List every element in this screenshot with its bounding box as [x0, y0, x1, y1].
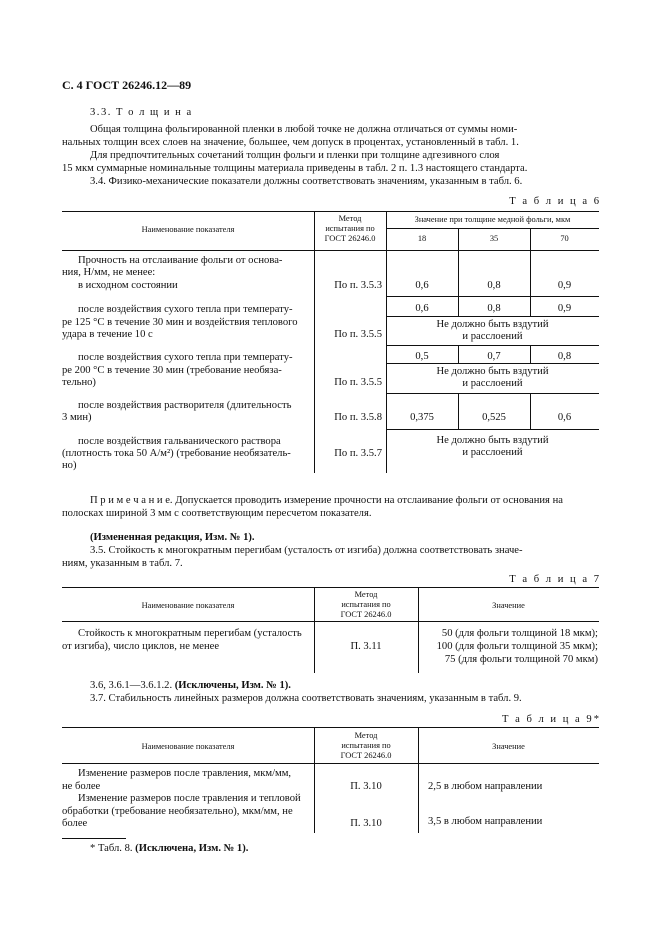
footnote-bold: (Исключена, Изм. № 1).: [135, 843, 249, 854]
table6-top-rule: [62, 211, 599, 212]
table6-sub-rule: [386, 228, 599, 229]
t6-r5-l2: (плотность тока 50 А/м²) (требование необязатель-: [62, 448, 291, 459]
t9-r2-method: П. 3.10: [350, 818, 382, 829]
note-line-1: П р и м е ч а н и е. Допускается проводить измерение прочности на отслаивание фольги от основания на: [90, 495, 563, 506]
t6-r3-l1: после воздействия сухого тепла при температу-: [78, 352, 293, 363]
t6-r5-note2: и расслоений: [462, 447, 523, 458]
footnote-rule: [62, 838, 126, 839]
table7-col-method-3: ГОСТ 26246.0: [340, 610, 392, 619]
t6-r3-note1: Не должно быть вздутий: [436, 366, 549, 377]
t6-r2-bottom: [386, 345, 599, 346]
t6-r4-vline-a: [458, 393, 459, 429]
t6-r1-v18: 0,6: [415, 280, 429, 291]
t6-r3-v35: 0,7: [487, 351, 501, 362]
t9-r2-l1: Изменение размеров после травления и тепловой: [78, 793, 301, 804]
t6-r2-l1: после воздействия сухого тепла при температу-: [78, 304, 293, 315]
table6-col-method-1: Метод: [338, 214, 362, 223]
t6-r4-vline-b: [530, 393, 531, 429]
t6-r1-l2: ния, Н/мм, не менее:: [62, 267, 156, 278]
footnote-prefix: * Табл. 8.: [90, 843, 133, 854]
t9-r1-l1: Изменение размеров после травления, мкм/мм,: [78, 768, 292, 779]
t6-r4-v35: 0,525: [482, 412, 506, 423]
table9-col-method-2: испытания по: [341, 741, 391, 750]
t6-r3-mid: [386, 363, 599, 364]
t6-r1-v35: 0,8: [487, 280, 501, 291]
t6-r2-note1: Не должно быть вздутий: [436, 319, 549, 330]
t6-r3-l2: ре 200 °С в течение 30 мин (требование необяза-: [62, 365, 282, 376]
t9-r2-l3: более: [62, 818, 88, 829]
table6-head-rule: [62, 250, 599, 251]
t6-r1-l3: в исходном состоянии: [78, 280, 178, 291]
t6-r2-v18: 0,6: [415, 303, 429, 314]
table6-col-method-2: испытания по: [325, 224, 375, 233]
t6-r3-vline-a: [458, 345, 459, 363]
table6-sub-35: 35: [489, 234, 499, 243]
table6-sub-70: 70: [560, 234, 569, 243]
para-2-line-1: Для предпочтительных сочетаний толщин фольги и пленки при толщине адгезивного слоя: [90, 150, 500, 161]
t6-r1-method: По п. 3.5.3: [334, 280, 382, 291]
page-header: С. 4 ГОСТ 26246.12—89: [62, 78, 192, 92]
section-3-5-line-2: ниям, указанным в табл. 7.: [62, 558, 183, 569]
table9-top-rule: [62, 727, 599, 728]
table9-col-method-3: ГОСТ 26246.0: [340, 751, 392, 760]
table7-col-method-1: Метод: [354, 590, 378, 599]
t9-r1-value: 2,5 в любом направлении: [428, 781, 543, 792]
t9-r2-l2: обработки (требование необязательно), мкм/мм, не: [62, 806, 293, 817]
t7-r1-value-3: 75 (для фольги толщиной 70 мкм): [444, 654, 598, 665]
table9-caption: Т а б л и ц а 9*: [501, 714, 601, 725]
t6-r2-vline-a: [458, 296, 459, 316]
t7-r1-l2: от изгиба), число циклов, не менее: [62, 641, 220, 652]
t6-spacer: [386, 251, 387, 252]
t7-r1-l1: Стойкость к многократным перегибам (усталость: [78, 628, 302, 639]
t6-r1-l1: Прочность на отслаивание фольги от основа-: [78, 255, 283, 266]
t6-r3-v70: 0,8: [557, 351, 572, 362]
t7-r1-method: П. 3.11: [350, 641, 382, 652]
t6-r1-vline-b: [530, 250, 531, 296]
t6-r4-method: По п. 3.5.8: [334, 412, 382, 423]
t6-r2-vline-b: [530, 296, 531, 316]
para-3-4: 3.4. Физико-механические показатели должны соответствовать значениям, указанным в табл. 6.: [90, 176, 523, 187]
table6-caption: Т а б л и ц а 6: [509, 196, 601, 207]
t6-r4-v18: 0,375: [410, 412, 434, 423]
t9-r2-value: 3,5 в любом направлении: [428, 816, 543, 827]
para-2-line-2: 15 мкм суммарные номинальные толщины материала приведены в табл. 2 п. 1.3 настоящего стандарта.: [62, 163, 528, 174]
para-1-line-2: нальных толщин всех слоев на значение, большее, чем допуск в процентах, установленный в табл. 1.: [62, 137, 519, 148]
t9-r1-l2: не более: [62, 781, 101, 792]
t6-r4-l2: 3 мин): [62, 412, 92, 423]
t6-r2-method: По п. 3.5.5: [334, 329, 382, 340]
section-3-3-title: 3.3. Т о л щ и н а: [90, 107, 193, 118]
t6-r2-v35: 0,8: [487, 303, 501, 314]
t6-r1-bottom: [386, 296, 599, 297]
t6-r4-bottom: [386, 429, 599, 430]
t6-r3-v18: 0,5: [415, 351, 429, 362]
t7-r1-value-1: 50 (для фольги толщиной 18 мкм);: [441, 628, 598, 639]
section-3-6-prefix: 3.6, 3.6.1—3.6.1.2.: [90, 680, 173, 691]
table7-top-rule: [62, 587, 599, 588]
t6-r5-note1: Не должно быть вздутий: [436, 435, 549, 446]
table6-col-method-3: ГОСТ 26246.0: [324, 234, 376, 243]
section-3-6-bold: (Исключены, Изм. № 1).: [174, 680, 291, 691]
table9-col-method-1: Метод: [354, 731, 378, 740]
table9-col-name: Наименование показателя: [141, 742, 235, 751]
amendment-1: (Измененная редакция, Изм. № 1).: [90, 532, 255, 543]
t6-r2-note2: и расслоений: [462, 331, 523, 342]
t6-r2-mid: [386, 316, 599, 317]
footnote: [90, 843, 248, 856]
table7-col-method-2: испытания по: [341, 600, 391, 609]
t6-r1-v70: 0,9: [557, 280, 572, 291]
t6-r3-vline-b: [530, 345, 531, 363]
table7-col-name: Наименование показателя: [141, 601, 235, 610]
table9-col-value: Значение: [492, 742, 525, 751]
t6-r4-l1: после воздействия растворителя (длительность: [78, 400, 292, 411]
table6-col-name: Наименование показателя: [141, 225, 235, 234]
note-line-2: полосках шириной 3 мм с соответствующим пересчетом показателя.: [62, 508, 372, 519]
table7-head-rule: [62, 621, 599, 622]
t6-r4-v70: 0,6: [557, 412, 572, 423]
t6-r2-l3: удара в течение 10 с: [62, 329, 153, 340]
section-3-7: 3.7. Стабильность линейных размеров должна соответствовать значениям, указанным в табл. 9.: [90, 693, 522, 704]
t6-r3-l3: тельно): [62, 377, 96, 388]
table9-head-rule: [62, 763, 599, 764]
t6-r3-bottom: [386, 393, 599, 394]
t6-r5-l1: после воздействия гальванического раствора: [78, 436, 281, 447]
section-3-5-line-1: 3.5. Стойкость к многократным перегибам (усталость от изгиба) должна соответствовать значе-: [90, 545, 523, 556]
table7-caption: Т а б л и ц а 7: [509, 574, 601, 585]
t9-r1-method: П. 3.10: [350, 781, 382, 792]
t6-r2-l2: ре 125 °С в течение 30 мин и воздействия теплового: [62, 317, 298, 328]
para-1-line-1: Общая толщина фольгированной пленки в любой точке не должна отличаться от суммы номи-: [90, 124, 518, 135]
table6-sub-18: 18: [417, 234, 427, 243]
t6-r3-note2: и расслоений: [462, 378, 523, 389]
section-3-6: [90, 680, 291, 693]
table7-col-value: Значение: [492, 601, 525, 610]
t6-r3-method: По п. 3.5.5: [334, 377, 382, 388]
t6-r5-method: По п. 3.5.7: [334, 448, 382, 459]
t6-r5-l3: но): [62, 460, 77, 471]
table6-col-values: Значение при толщине медной фольги, мкм: [414, 215, 571, 224]
t6-r1-vline-a: [458, 250, 459, 296]
t7-r1-value-2: 100 (для фольги толщиной 35 мкм);: [436, 641, 598, 652]
t6-r2-v70: 0,9: [557, 303, 572, 314]
